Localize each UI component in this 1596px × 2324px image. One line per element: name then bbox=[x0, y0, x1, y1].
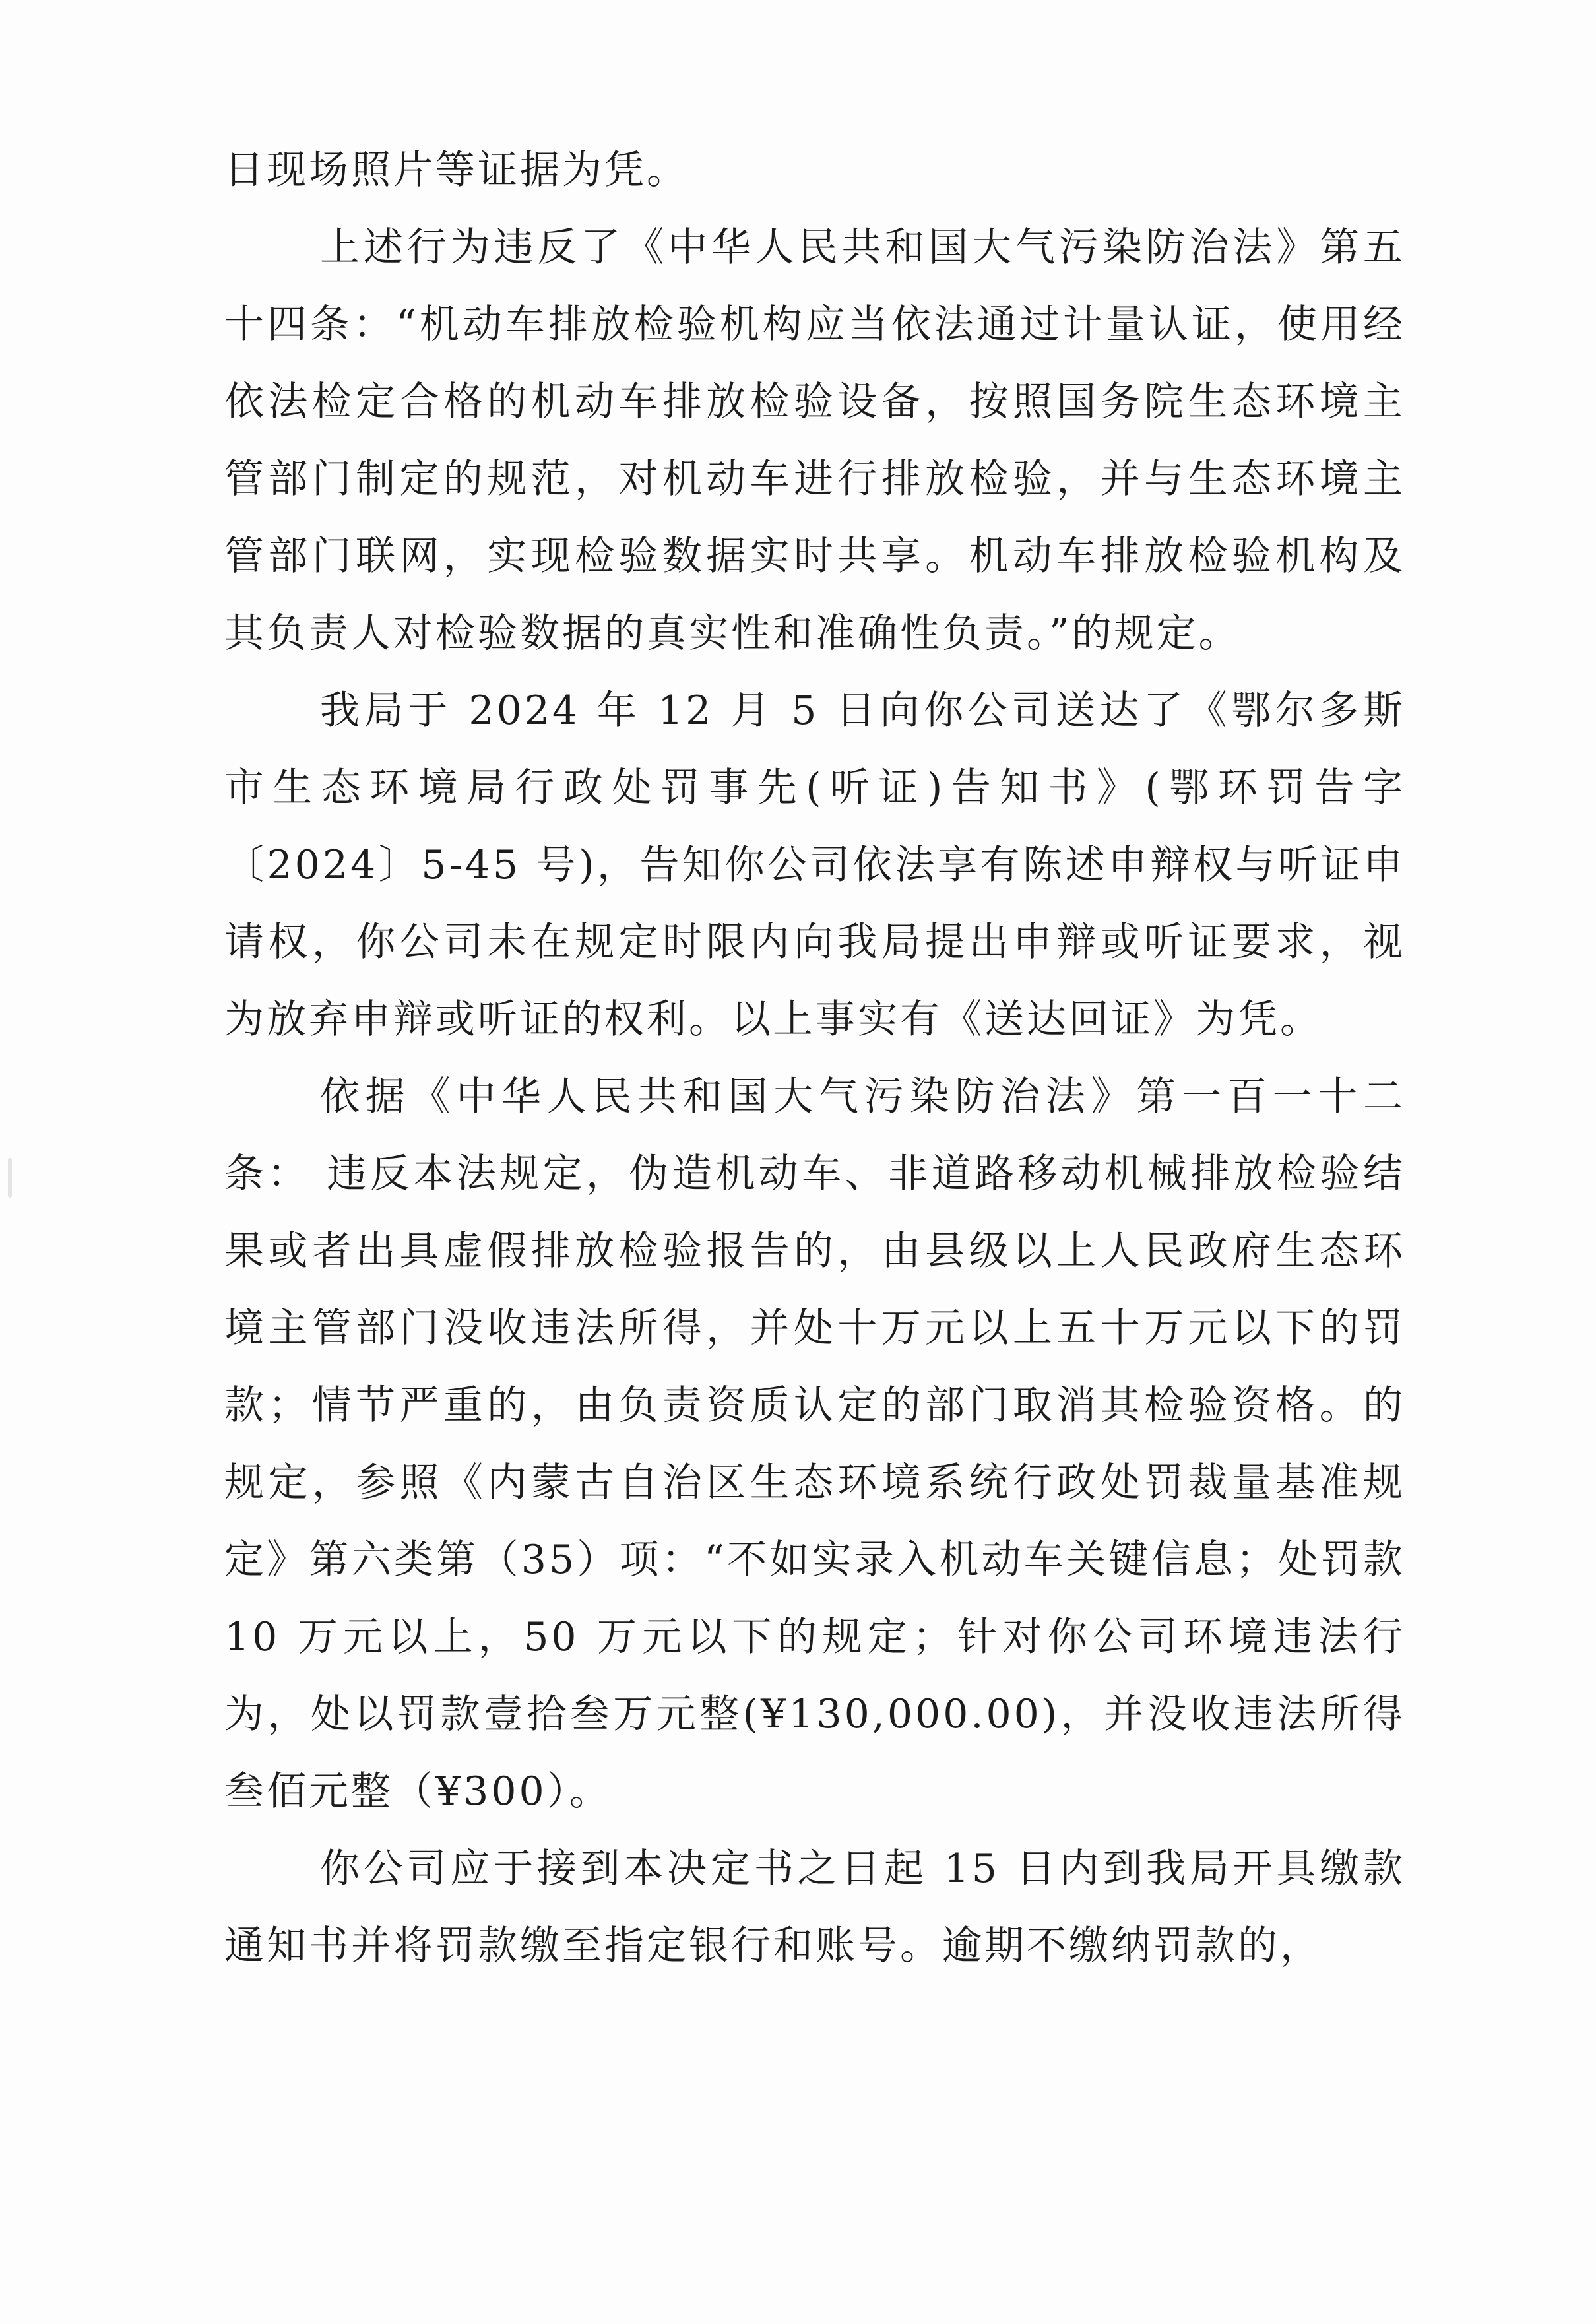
scan-edge-mark bbox=[8, 1158, 12, 1198]
paragraph-notice-delivery: 我局于 2024 年 12 月 5 日向你公司送达了《鄂尔多斯市生态环境局行政处罚事先(听证)告知书》(鄂环罚告字〔2024〕5-45 号)，告知你公司依法享有陈述申辩权与听证申请权，你公司未在规定时限内向我局提出申辩或听证要求，视为放弃申辩或听证的权利。以上事实有《送达回证》为凭。 bbox=[224, 688, 1405, 1043]
paragraph-payment-instruction: 你公司应于接到本决定书之日起 15 日内到我局开具缴款通知书并将罚款缴至指定银行和账号。逾期不缴纳罚款的， bbox=[224, 1846, 1405, 1969]
document-body bbox=[224, 132, 1405, 1985]
paragraph-evidence-continuation: 日现场照片等证据为凭。 bbox=[224, 147, 689, 193]
paragraph-penalty-basis: 依据《中华人民共和国大气污染防治法》第一百一十二条： 违反本法规定，伪造机动车、非道路移动机械排放检验结果或者出具虚假排放检验报告的，由县级以上人民政府生态环境主管部门没收违法所得，并处十万元以上五十万元以下的罚款；情节严重的，由负责资质认定的部门取消其检验资格。的规定，参照《内蒙古自治区生态环境系统行政处罚裁量基准规定》第六类第（35）项：“不如实录入机动车关键信息；处罚款 10 万元以上，50 万元以下的规定；针对你公司环境违法行为，处以罚款壹拾叁万元整(¥130,000.00)，并没收违法所得叁佰元整（¥300）。 bbox=[224, 1074, 1405, 1815]
paragraph-violation-article: 上述行为违反了《中华人民共和国大气污染防治法》第五十四条：“机动车排放检验机构应当依法通过计量认证，使用经依法检定合格的机动车排放检验设备，按照国务院生态环境主管部门制定的规范，对机动车进行排放检验，并与生态环境主管部门联网，实现检验数据实时共享。机动车排放检验机构及其负责人对检验数据的真实性和准确性负责。”的规定。 bbox=[224, 224, 1405, 657]
